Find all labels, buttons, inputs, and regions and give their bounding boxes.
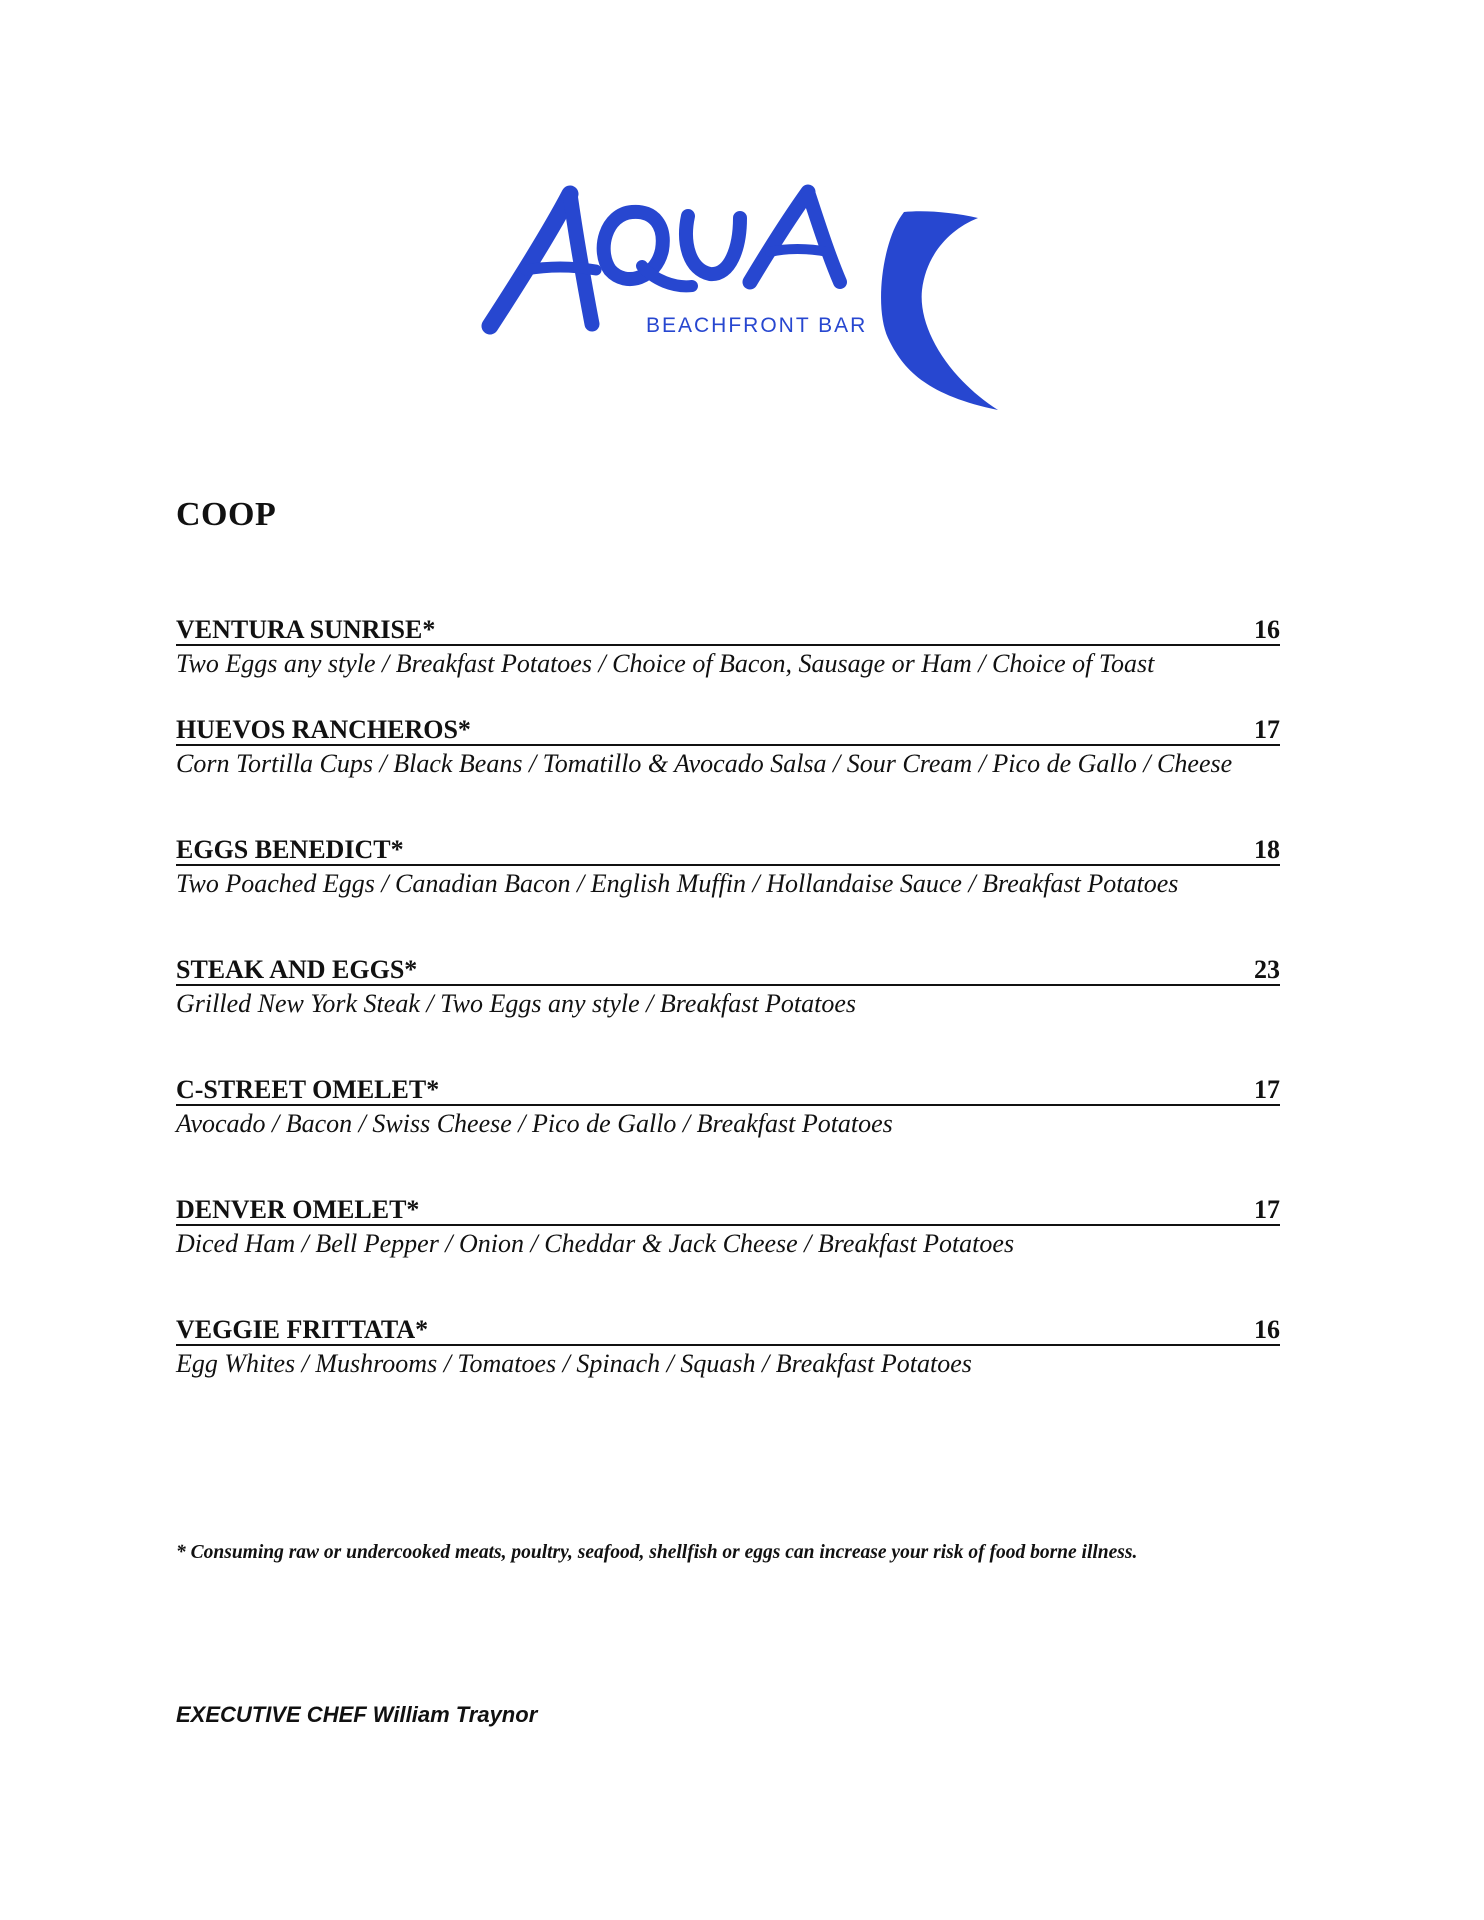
menu-item-description: Corn Tortilla Cups / Black Beans / Tomatillo & Avocado Salsa / Sour Cream / Pico de Gallo / Cheese	[176, 749, 1233, 778]
menu-item-description: Avocado / Bacon / Swiss Cheese / Pico de Gallo / Breakfast Potatoes	[176, 1109, 893, 1138]
menu-item-description: Egg Whites / Mushrooms / Tomatoes / Spinach / Squash / Breakfast Potatoes	[176, 1349, 972, 1378]
menu-item-eggs-benedict	[176, 834, 1280, 900]
menu-item-denver-omelet	[176, 1194, 1280, 1260]
menu-item-header	[176, 1194, 1280, 1226]
aqua-fish-logo-graphic	[478, 178, 1008, 414]
logo-tagline: BEACHFRONT BAR	[646, 314, 868, 337]
menu-item-price: 23	[1254, 955, 1280, 984]
menu-item-price: 16	[1254, 1315, 1280, 1344]
menu-item-price: 17	[1254, 715, 1280, 744]
menu-item-ventura-sunrise	[176, 614, 1280, 680]
menu-item-c-street-omelet	[176, 1074, 1280, 1140]
menu-item-description: Two Poached Eggs / Canadian Bacon / English Muffin / Hollandaise Sauce / Breakfast Potatoes	[176, 869, 1179, 898]
menu-item-name: VEGGIE FRITTATA*	[176, 1315, 429, 1344]
menu-item-description: Diced Ham / Bell Pepper / Onion / Cheddar & Jack Cheese / Breakfast Potatoes	[176, 1229, 1015, 1258]
menu-item-header	[176, 834, 1280, 866]
menu-item-header	[176, 1314, 1280, 1346]
menu-item-header	[176, 1074, 1280, 1106]
menu-item-description: Two Eggs any style / Breakfast Potatoes / Choice of Bacon, Sausage or Ham / Choice of Toast	[176, 649, 1155, 678]
menu-item-steak-and-eggs	[176, 954, 1280, 1020]
menu-item-header	[176, 714, 1280, 746]
menu-item-name: DENVER OMELET*	[176, 1195, 420, 1224]
fish-tail-icon	[881, 211, 998, 410]
section-title: COOP	[176, 496, 277, 533]
menu-item-huevos-rancheros	[176, 714, 1280, 780]
menu-item-name: VENTURA SUNRISE*	[176, 615, 436, 644]
food-safety-disclaimer: * Consuming raw or undercooked meats, poultry, seafood, shellfish or eggs can increase your risk of food borne illness.	[176, 1542, 1138, 1563]
menu-item-price: 16	[1254, 615, 1280, 644]
menu-item-description: Grilled New York Steak / Two Eggs any style / Breakfast Potatoes	[176, 989, 857, 1018]
menu-item-header	[176, 614, 1280, 646]
menu-item-name: C-STREET OMELET*	[176, 1075, 440, 1104]
menu-item-name: EGGS BENEDICT*	[176, 835, 404, 864]
menu-item-name: HUEVOS RANCHEROS*	[176, 715, 471, 744]
menu-item-veggie-frittata	[176, 1314, 1280, 1380]
menu-items	[176, 614, 1280, 1380]
menu-item-price: 17	[1254, 1195, 1280, 1224]
aqua-logo	[478, 178, 1008, 414]
menu-item-name: STEAK AND EGGS*	[176, 955, 418, 984]
menu-item-header	[176, 954, 1280, 986]
menu-item-price: 17	[1254, 1075, 1280, 1104]
executive-chef-credit: EXECUTIVE CHEF William Traynor	[176, 1702, 538, 1727]
menu-item-price: 18	[1254, 835, 1280, 864]
